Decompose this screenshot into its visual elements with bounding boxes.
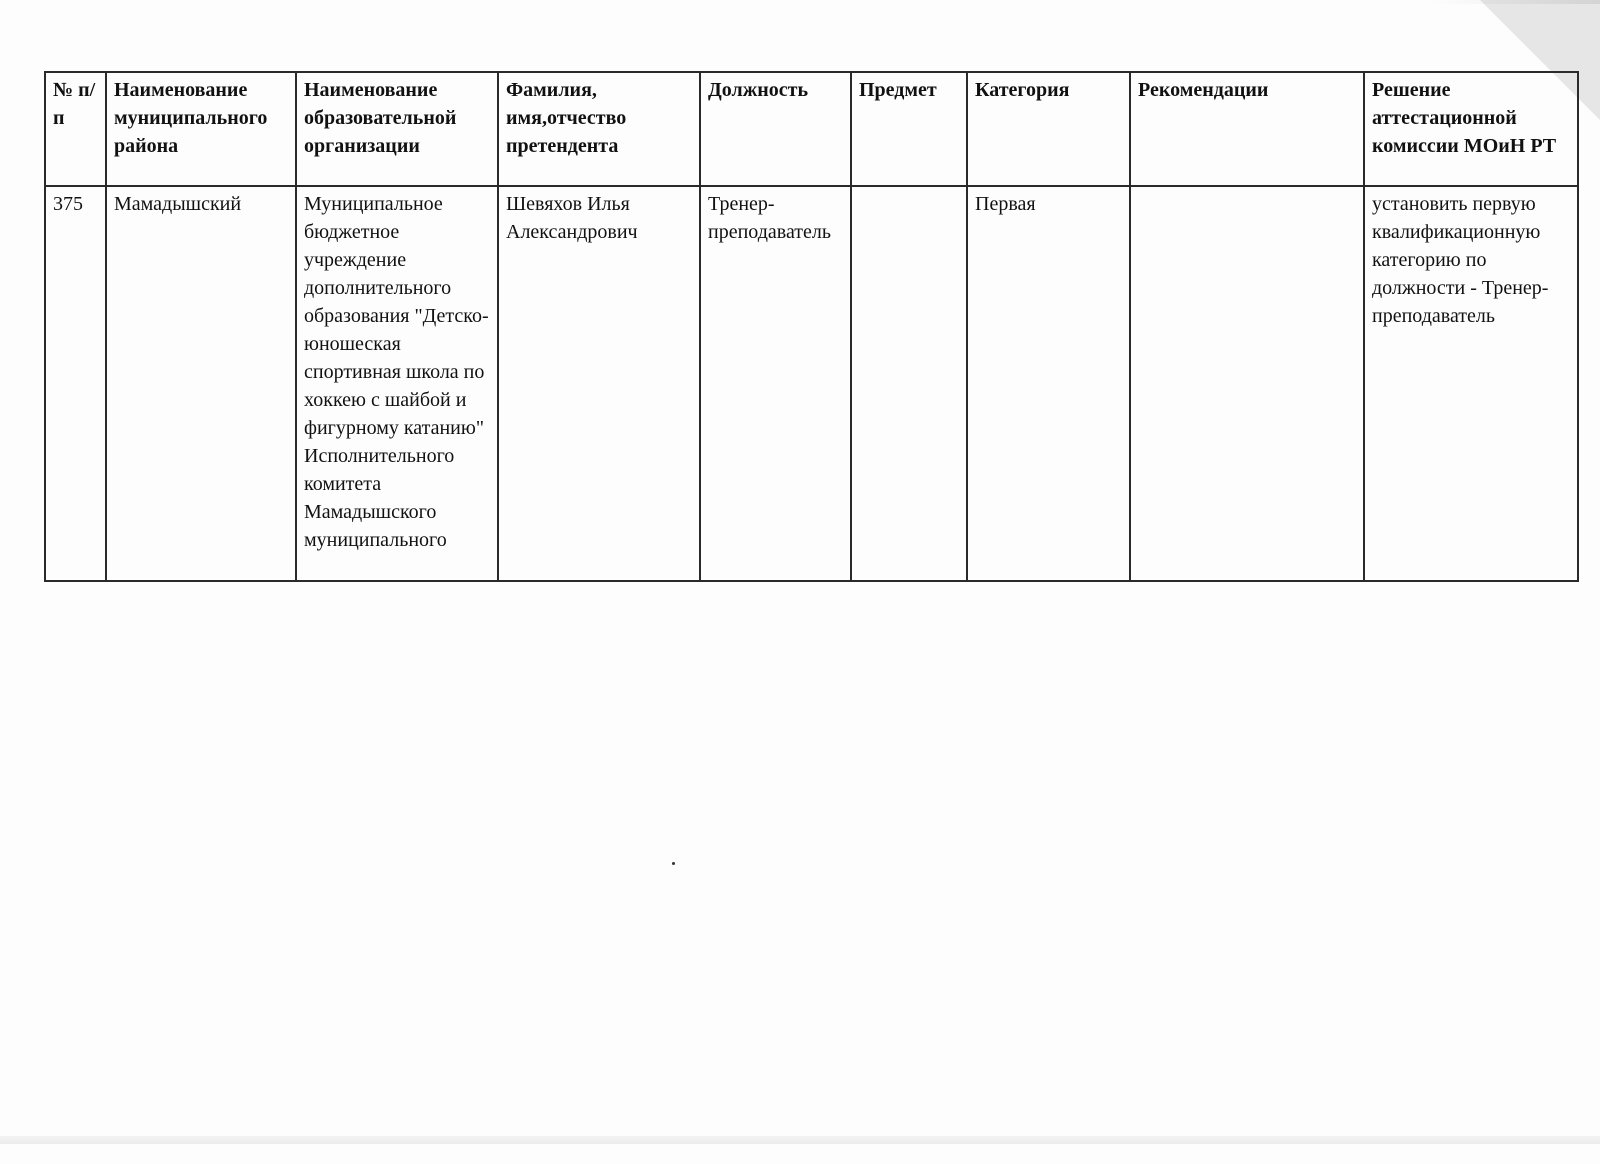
cell-organization: Муниципальное бюджетное учреждение дополнительного образования "Детско-юношеская спортивная школа по хоккею с шайбой и фигурному катанию" Исполнительного комитета Мамадышского муниципального	[296, 186, 498, 581]
header-decision: Решение аттестационной комиссии МОиН РТ	[1364, 72, 1578, 186]
header-category: Категория	[967, 72, 1130, 186]
cell-subject	[851, 186, 967, 581]
header-district: Наименование муниципального района	[106, 72, 296, 186]
table-row	[45, 186, 1578, 581]
header-position: Должность	[700, 72, 851, 186]
attestation-table	[44, 71, 1579, 582]
header-organization: Наименование образовательной организации	[296, 72, 498, 186]
header-subject: Предмет	[851, 72, 967, 186]
cell-position: Тренер-преподаватель	[700, 186, 851, 581]
fold-shadow	[1430, 0, 1600, 4]
cell-decision: установить первую квалификационную категорию по должности - Тренер-преподаватель	[1364, 186, 1578, 581]
scan-speck	[672, 862, 675, 865]
header-num: № п/п	[45, 72, 106, 186]
header-row	[45, 72, 1578, 186]
header-candidate: Фамилия, имя,отчество претендента	[498, 72, 700, 186]
cell-num: 375	[45, 186, 106, 581]
cell-category: Первая	[967, 186, 1130, 581]
page-bottom-edge	[0, 1136, 1600, 1144]
header-recommendations: Рекомендации	[1130, 72, 1364, 186]
cell-recommendations	[1130, 186, 1364, 581]
cell-candidate: Шевяхов Илья Александрович	[498, 186, 700, 581]
cell-district: Мамадышский	[106, 186, 296, 581]
